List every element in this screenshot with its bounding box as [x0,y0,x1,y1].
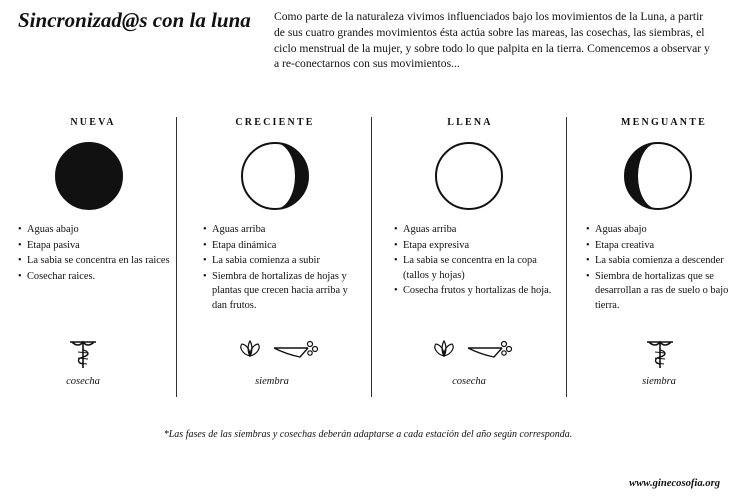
list-item: • La sabia comienza a subir [203,254,363,269]
list-item: • Siembra de hortalizas de hojas y plantas que crecen hacia arriba y dan frutos. [203,270,363,314]
activity-caption: cosecha [452,376,486,387]
phase-name: NUEVA [70,117,116,128]
column-divider [566,117,567,397]
full-moon-icon [433,140,505,212]
list-item: • Aguas arriba [203,223,363,238]
harvest-leaves-icon [432,338,514,362]
phase-bullets [394,223,554,300]
list-item: • Aguas arriba [394,223,554,238]
phase-column-menguante [571,112,736,400]
list-item: • Aguas abajo [18,223,178,238]
website-credit: www.ginecosofia.org [629,478,720,489]
phase-bullets [18,223,178,285]
list-item: • Siembra de hortalizas que se desarrollan a ras de suelo o bajo tierra. [586,270,736,314]
new-moon-icon [53,140,125,212]
list-item: • La sabia se concentra en la copa (tallos y hojas) [394,254,554,283]
list-item: • La sabia comienza a descender [586,254,736,269]
list-item: • Etapa expresiva [394,239,554,254]
phase-column-llena [377,112,563,400]
phase-column-nueva [0,112,186,400]
list-item: • Cosecha frutos y hortalizas de hoja. [394,284,554,299]
column-divider [371,117,372,397]
activity-caption: siembra [255,376,289,387]
activity-caption: cosecha [66,376,100,387]
activity-caption: siembra [642,376,676,387]
phase-bullets [203,223,363,315]
intro-text: Como parte de la naturaleza vivimos influenciados bajo los movimientos de la Luna, a partir de sus cuatro grandes movimientos ésta actúa sobre las mareas, las cosechas, las siembras, el ciclo menstrual de la mujer, y sobre todo lo que palpita en la tierra. Comencemos a observar y a re-conectarnos con sus movimientos... [274,10,710,71]
sowing-leaves-icon [238,338,320,362]
harvest-root-icon [64,338,102,372]
waning-moon-icon [622,140,694,212]
sowing-root-icon [641,338,679,372]
page-title: Sincronizad@s con la luna [18,8,251,32]
footnote: *Las fases de las siembras y cosechas deberán adaptarse a cada estación del año según corresponda. [163,429,573,440]
list-item: • La sabia se concentra en las raices [18,254,178,269]
list-item: • Cosechar raices. [18,270,178,285]
list-item: • Etapa dinámica [203,239,363,254]
phase-name: LLENA [447,117,493,128]
phase-name: CRECIENTE [235,117,315,128]
phase-column-creciente [182,112,368,400]
phase-bullets [586,223,736,315]
phase-name: MENGUANTE [621,117,707,128]
list-item: • Etapa creativa [586,239,736,254]
waxing-moon-icon [239,140,311,212]
list-item: • Aguas abajo [586,223,736,238]
list-item: • Etapa pasiva [18,239,178,254]
